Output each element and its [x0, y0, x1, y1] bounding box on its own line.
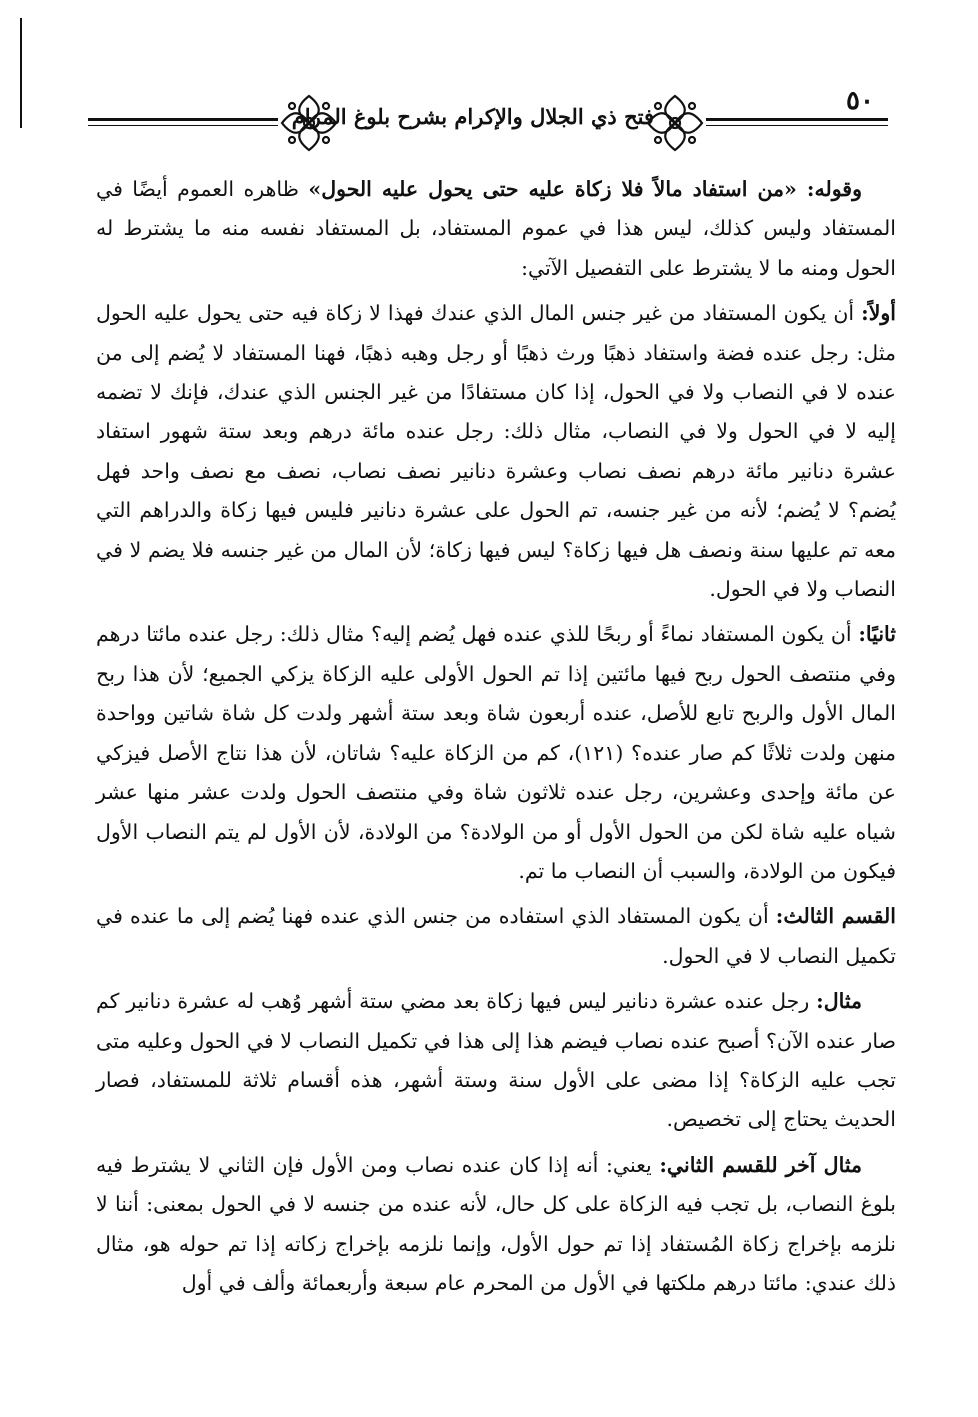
ornament-right-icon [644, 92, 706, 154]
paragraph [96, 982, 896, 1140]
paragraph-lead: أولاً: [861, 301, 896, 326]
paragraph-lead: مثال آخر للقسم الثاني: [659, 1152, 862, 1177]
page-header [88, 84, 888, 156]
paragraph [96, 294, 896, 609]
paragraph [96, 1146, 896, 1304]
paragraph [96, 170, 896, 288]
paragraph-text: أن يكون المستفاد نماءً أو ربحًا للذي عنده فهل يُضم إليه؟ مثال ذلك: رجل عنده مائتا درهم وفي منتصف الحول ربح فيها مائتين إذا تم الحول الأولى عليه الزكاة يزكي الجميع؛ لأن هذا ربح المال الأول والربح تابع للأصل، عنده أربعون شاة وبعد ستة أشهر ولدت كل شاة شاتين وواحدة منهن ولدت ثلاثًا كم صار عنده؟ (١٢١)، كم من الزكاة عليه؟ شاتان، لأن هذا نتاج الأصل فيزكي عن مائة وإحدى وعشرين، رجل عنده ثلاثون شاة وفي منتصف الحول ولدت عشر منها عشر شياه عليه شاة لكن من الحول الأول أو من الولادة؟ من الولادة، لأن الأول لم يتم النصاب الأول فيكون من الولادة، والسبب أن النصاب ما تم. [96, 622, 896, 883]
paragraph-text: يعني: أنه إذا كان عنده نصاب ومن الأول فإن الثاني لا يشترط فيه بلوغ النصاب، بل تجب فيه الزكاة على كل حال، لأنه عنده من جنسه لا في الحول بمعنى: أننا لا نلزمه بإخراج زكاة المُستفاد إذا تم حول الأول، وإنما نلزمه بإخراج زكاته إذا تم حوله هو، مثال ذلك عندي: مائتا درهم ملكتها في الأول من المحرم عام سبعة وأربعمائة وألف في أول [96, 1152, 896, 1295]
paragraph-lead: وقوله: «من استفاد مالاً فلا زكاة عليه حتى يحول عليه الحول» [308, 177, 862, 201]
paragraph-text: ظاهره العموم أيضًا في المستفاد وليس كذلك، ليس هذا في عموم المستفاد، بل المستفاد نفسه منه ما يشترط له الحول ومنه ما لا يشترط على التفصيل الآتي: [96, 177, 896, 280]
paragraph [96, 897, 896, 976]
header-rule-left [88, 118, 278, 121]
paragraph-lead: القسم الثالث: [775, 904, 896, 929]
body-text [96, 170, 896, 1309]
paragraph-text: أن يكون المستفاد من غير جنس المال الذي عندك فهذا لا زكاة فيه حتى يحول عليه الحول مثل: رجل عنده فضة واستفاد ذهبًا ورث ذهبًا أو رجل وهبه ذهبًا، فهنا المستفاد لا يُضم إلى من عنده لا في النصاب ولا في الحول، إذا كان مستفادًا من غير الجنس الذي عندك، فإنك لا تضمه إليه لا في الحول ولا في النصاب، مثال ذلك: رجل عنده مائة درهم وبعد ستة شهور استفاد عشرة دنانير مائة درهم نصف نصاب وعشرة دنانير نصف نصاب، نصف مع نصف واحد فهل يُضم؟ لا يُضم؛ لأنه من غير جنسه، تم الحول على عشرة دنانير فليس فيها زكاة والدراهم التي معه تم عليها سنة ونصف هل فيها زكاة؟ ليس فيها زكاة؛ لأن المال من غير جنسه فلا يضم لا في النصاب ولا في الحول. [96, 301, 896, 602]
running-title: فتح ذي الجلال والإكرام بشرح بلوغ المرام [291, 104, 654, 129]
paragraph-text: رجل عنده عشرة دنانير ليس فيها زكاة بعد مضي ستة أشهر وُهب له عشرة دنانير كم صار عنده الآن؟ أصبح عنده نصاب فيضم هذا إلى هذا في تكميل النصاب لا في الحول وعليه متى تجب عليه الزكاة؟ إذا مضى على الأول سنة وستة أشهر، هذه أقسام ثلاثة للمستفاد، فصار الحديث يحتاج إلى تخصيص. [96, 989, 896, 1132]
header-rule-right-thin [706, 125, 888, 126]
paragraph [96, 615, 896, 891]
paragraph-lead: ثانيًا: [858, 622, 896, 647]
margin-rule [20, 18, 22, 128]
paragraph-lead: مثال: [816, 989, 862, 1014]
page-number: ٥٠ [846, 86, 874, 116]
paragraph-text: أن يكون المستفاد الذي استفاده من جنس الذي عنده فهنا يُضم إلى ما عنده في تكميل النصاب لا في الحول. [96, 904, 896, 968]
header-rule-right [706, 118, 888, 121]
header-rule-left-thin [88, 125, 278, 126]
